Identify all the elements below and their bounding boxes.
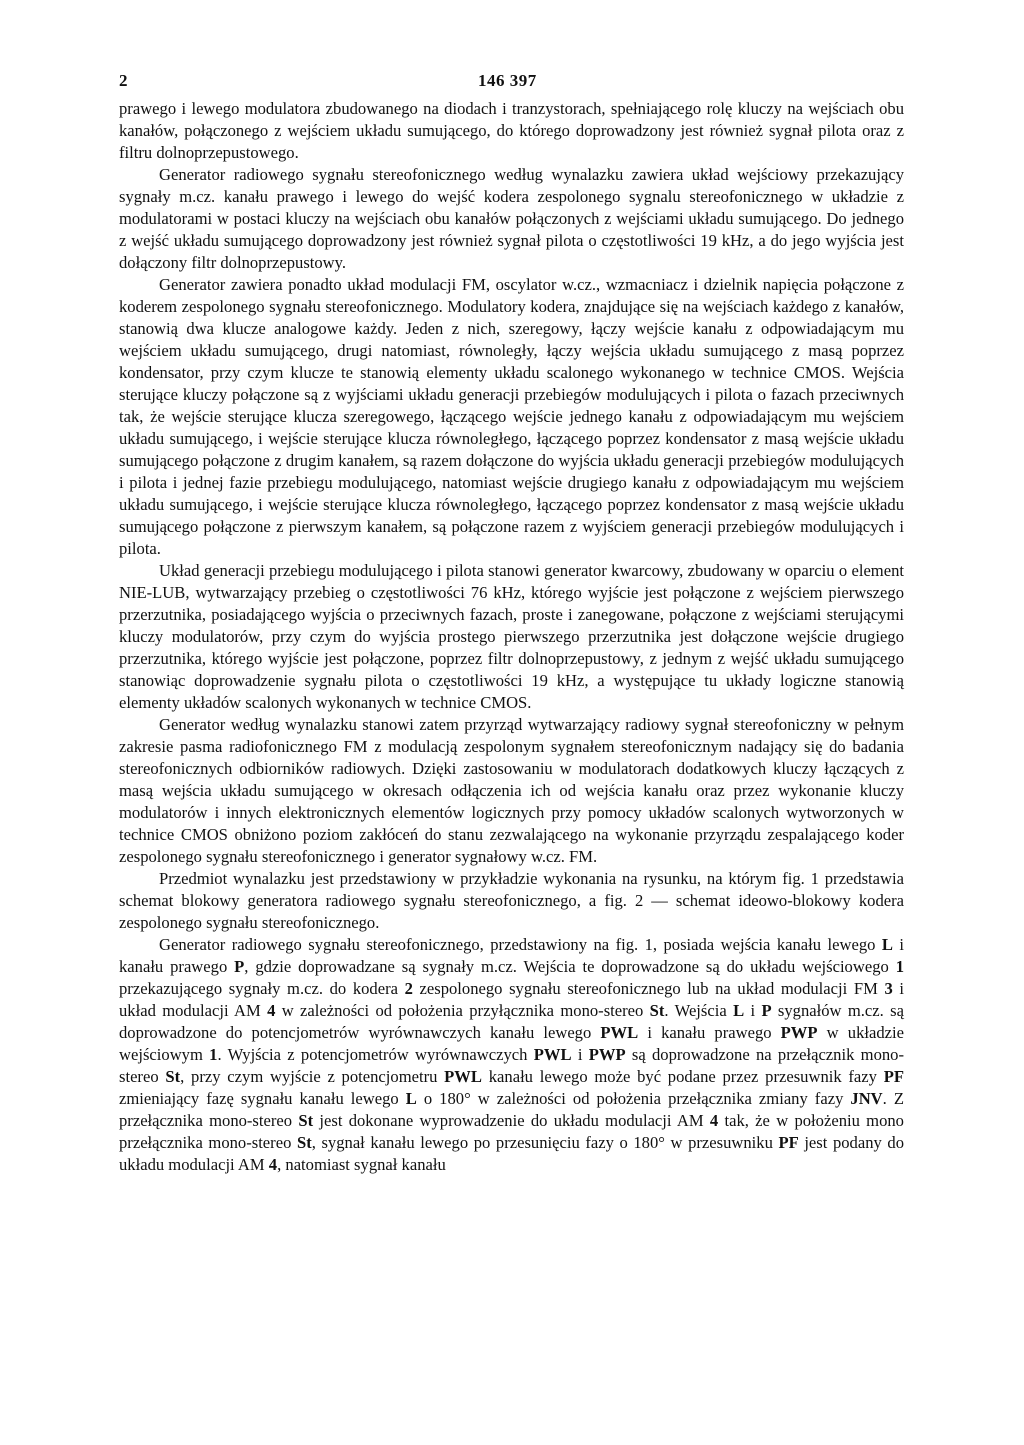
text-run: zmieniający fazę sygnału kanału lewego [119, 1089, 406, 1108]
bold-reference: PF [778, 1133, 799, 1152]
bold-reference: P [761, 1001, 772, 1020]
bold-reference: St [296, 1133, 312, 1152]
text-run: sygnałów m.cz. są doprowadzone do potencjometrów wyrównawczych kanału lewego [119, 1001, 904, 1042]
text-run: w układzie wejściowym [119, 1023, 904, 1064]
bold-reference: St [165, 1067, 181, 1086]
text-run: i [571, 1045, 589, 1064]
bold-reference: PWL [533, 1045, 572, 1064]
text-run: w zależności od położenia przyłącznika mono-stereo [275, 1001, 650, 1020]
bold-reference: L [733, 1001, 745, 1020]
paragraph [119, 560, 904, 714]
bold-reference: 1 [209, 1045, 218, 1064]
bold-reference: 1 [895, 957, 904, 976]
bold-reference: 4 [709, 1111, 719, 1130]
text-run: , sygnał kanału lewego po przesunięciu fazy o 180° w przesuwniku [311, 1133, 779, 1152]
bold-reference: 4 [267, 1001, 276, 1020]
text-run: prawego i lewego modulatora zbudowanego na diodach i tranzystorach, spełniającego rolę kluczy na wejściach obu kanałów, połączonego z wejściem układu sumującego, do którego doprowadzony jest również sygnał pilota oraz z filtru dolnoprzepustowego. [119, 99, 904, 162]
bold-reference: PWP [588, 1045, 626, 1064]
patent-number: 146 397 [478, 71, 537, 90]
text-run: i układ modulacji AM [119, 979, 904, 1020]
bold-reference: L [881, 935, 893, 954]
bold-reference: JNV [850, 1089, 883, 1108]
bold-reference: P [234, 957, 245, 976]
paragraph [119, 934, 904, 1176]
text-run: Generator zawiera ponadto układ modulacji FM, oscylator w.cz., wzmacniacz i dzielnik napięcia połączone z koderem zespolonego sygnału stereofonicznego. Modulatory kodera, znajdujące się na wejściach każdego z kanałów, stanowią dwa klucze analogowe każdy. Jeden z nich, szeregowy, łączy wejście kanału z odpowiadającym mu wejściem układu sumującego, drugi natomiast, równoległy, łączy wejścia układu sumującego z masą poprzez kondensator, przy czym klucze te stanowią elementy układu scalonego wykonanego w technice CMOS. Wejścia sterujące kluczy połączone są z wyjściami układu generacji przebiegów modulujących i pilota o fazach przeciwnych tak, że wejście sterujące klucza szeregowego, łączącego wejście jednego kanału z odpowiadającym mu wejściem układu sumującego, i wejście sterujące klucza równoległego, łączącego poprzez kondensator z masą wejście układu sumującego połączone z drugim kanałem, są razem dołączone do wyjścia układu generacji przebiegów modulujących i pilota i jednej fazie przebiegu modulującego, natomiast wejście drugiego kanału z odpowiadającym mu wejściem układu sumującego, i wejście sterujące klucza równoległego, łączącego poprzez kondensator z masą wejście układu sumującego połączone z pierwszym kanałem, są połączone razem z wyjściem generacji przebiegów modulujących i pilota. [119, 275, 904, 558]
text-run: Układ generacji przebiegu modulującego i pilota stanowi generator kwarcowy, zbudowany w oparciu o element NIE-LUB, wytwarzający przebieg o częstotliwości 76 kHz, którego wyjście jest połączone z wejściem pierwszego przerzutnika, posiadającego wyjścia o przeciwnych fazach, proste i zanegowane, połączone z wejściami sterującymi kluczy modulatorów, przy czym do wyjścia prostego pierwszego przerzutnika jest dołączone wejście drugiego przerzutnika, którego wyjście jest połączone, poprzez filtr dolnoprzepustowy, z jednym z wejść układu sumującego stanowiąc doprowadzenie sygnału pilota o częstotliwości 19 kHz, a występujące tu układy logiczne stanowią elementy układów scalonych wykonanych w technice CMOS. [119, 561, 904, 712]
bold-reference: 3 [884, 979, 893, 998]
text-run: Generator radiowego sygnału stereofonicznego według wynalazku zawiera układ wejściowy przekazujący sygnały m.cz. kanału prawego i lewego do wejść kodera zespolonego sygnalu stereofonicznego w układzie z modulatorami w postaci kluczy na wejściach obu kanałów połączonych z wejściami układu sumującego. Do jednego z wejść układu sumującego doprowadzony jest również sygnał pilota o częstotliwości 19 kHz, a do jego wyjścia jest dołączony filtr dolnoprzepustowy. [119, 165, 904, 272]
text-run: Generator według wynalazku stanowi zatem przyrząd wytwarzający radiowy sygnał stereofoniczny w pełnym zakresie pasma radiofonicznego FM z modulacją zespolonym sygnałem stereofonicznym nadający się do badania stereofonicznych odbiorników radiowych. Dzięki zastosowaniu w modulatorach dodatkowych kluczy łączących z masą wejścia układu sumującego w okresach odłączenia ich od wejścia kanału oraz przez wykonanie kluczy modulatorów i innych elektronicznych elementów logicznych przy pomocy układów scalonych wytworzonych w technice CMOS obniżono poziom zakłóceń do stanu zezwalającego na wykonanie przyrządu zespalającego koder zespolonego sygnału stereofonicznego i generator sygnałowy w.cz. FM. [119, 715, 904, 866]
text-run: . Wyjścia z potencjometrów wyrównawczych [217, 1045, 534, 1064]
text-run: i [744, 1001, 762, 1020]
text-run: kanału lewego może być podane przez przesuwnik fazy [481, 1067, 884, 1086]
bold-reference: St [649, 1001, 665, 1020]
text-run: i kanału prawego [119, 935, 904, 976]
text-run: zespolonego sygnału stereofonicznego lub na układ modulacji FM [412, 979, 885, 998]
text-run: o 180° w zależności od położenia przełącznika zmiany fazy [416, 1089, 851, 1108]
text-run: i kanału prawego [638, 1023, 781, 1042]
text-run: tak, że w położeniu mono przełącznika mono-stereo [119, 1111, 904, 1152]
bold-reference: PWL [444, 1067, 482, 1086]
text-run: jest dokonane wyprowadzenie do układu modulacji AM [313, 1111, 710, 1130]
page-number: 2 [119, 71, 128, 90]
bold-reference: PWL [600, 1023, 639, 1042]
bold-reference: 4 [268, 1155, 278, 1174]
paragraph [119, 274, 904, 560]
paragraph [119, 714, 904, 868]
paragraph [119, 164, 904, 274]
text-run: , natomiast sygnał kanału [277, 1155, 446, 1174]
text-run: , gdzie doprowadzane są sygnały m.cz. Wejścia te doprowadzone są do układu wejściowego [244, 957, 896, 976]
paragraph [119, 98, 904, 164]
text-run: . Wejścia [664, 1001, 734, 1020]
text-run: . Z przełącznika mono-stereo [119, 1089, 904, 1130]
text-run: , przy czym wyjście z potencjometru [180, 1067, 445, 1086]
body-text [119, 98, 904, 1176]
text-run: przekazującego sygnały m.cz. do kodera [119, 979, 405, 998]
bold-reference: 2 [404, 979, 413, 998]
text-run: są doprowadzone na przełącznik mono-stereo [119, 1045, 904, 1086]
bold-reference: PF [883, 1067, 905, 1086]
text-run: jest podany do układu modulacji AM [119, 1133, 904, 1174]
bold-reference: PWP [780, 1023, 818, 1042]
text-run: Generator radiowego sygnału stereofonicznego, przedstawiony na fig. 1, posiada wejścia kanału lewego [159, 935, 882, 954]
bold-reference: St [298, 1111, 314, 1130]
text-run: Przedmiot wynalazku jest przedstawiony w przykładzie wykonania na rysunku, na którym fig. 1 przedstawia schemat blokowy generatora radiowego sygnału stereofonicznego, a fig. 2 — schemat ideowo-blokowy kodera zespolonego sygnału stereofonicznego. [119, 869, 904, 932]
bold-reference: L [405, 1089, 417, 1108]
paragraph [119, 868, 904, 934]
